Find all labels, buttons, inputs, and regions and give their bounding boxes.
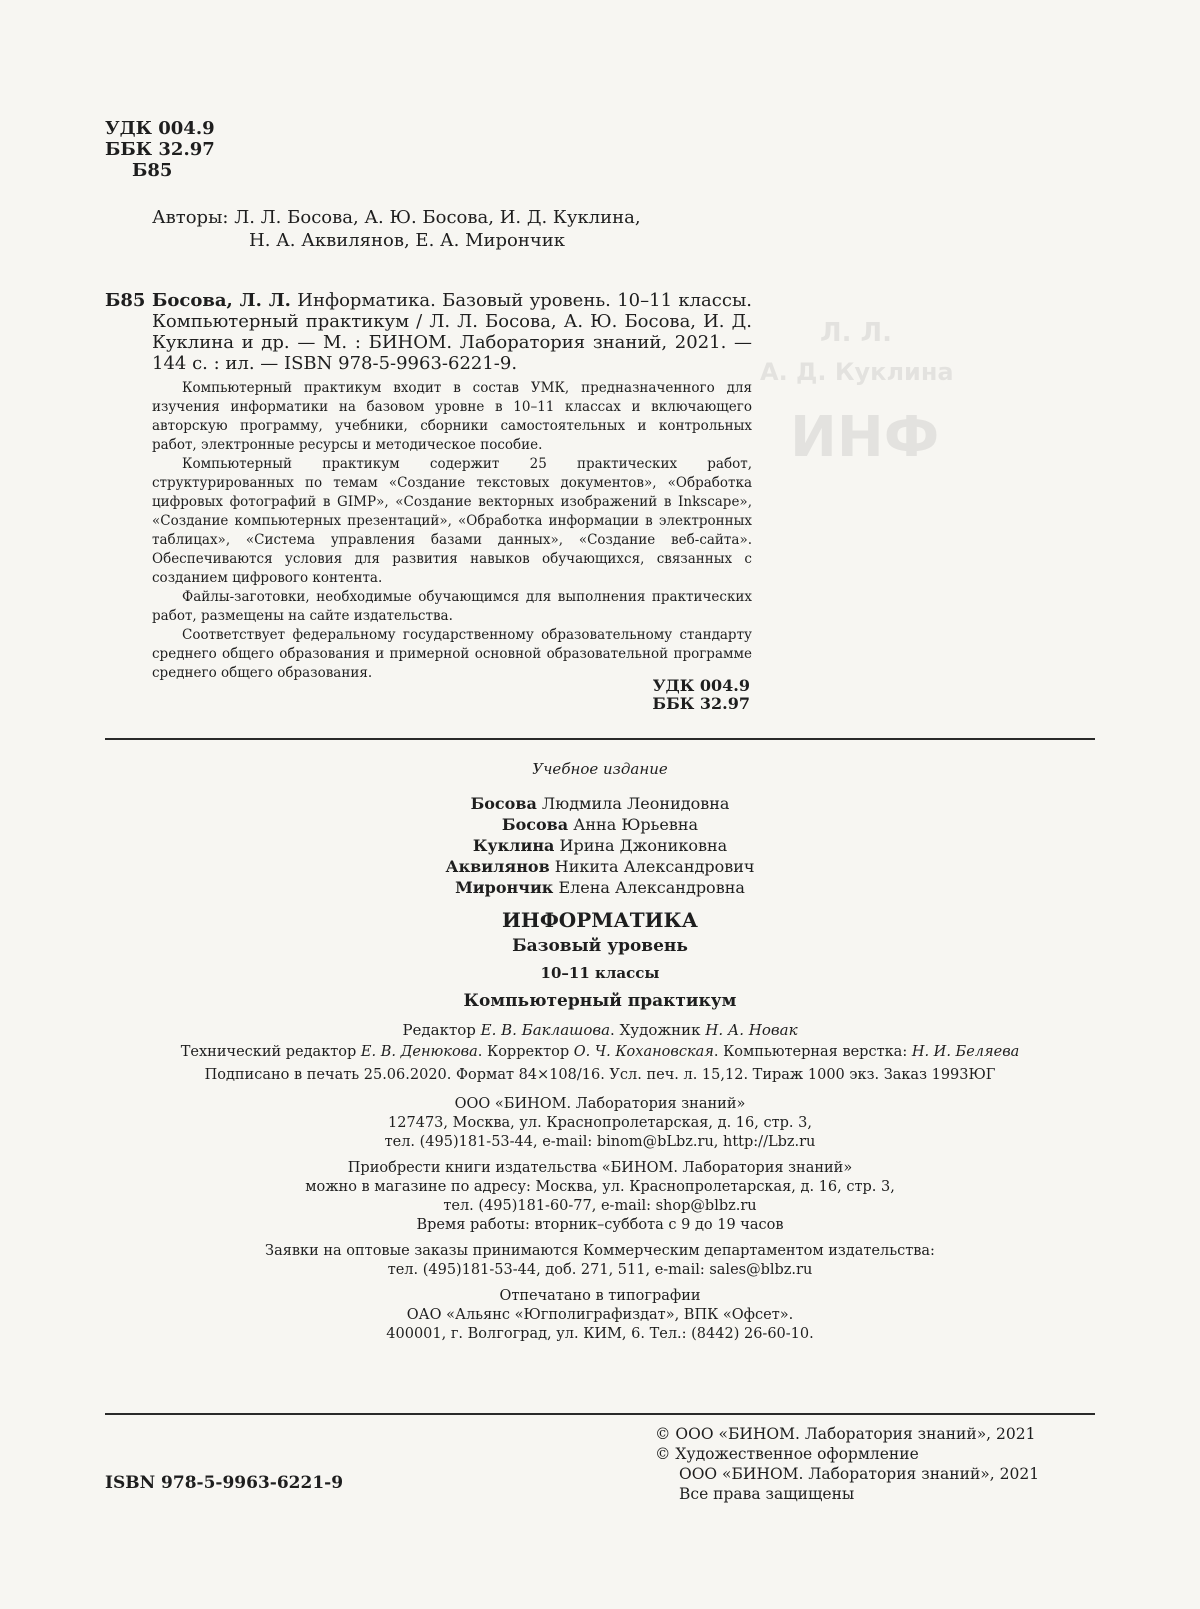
shop-line-1: Приобрести книги издательства «БИНОМ. Лаборатория знаний» — [347, 1160, 853, 1176]
editor-name: Е. В. Баклашова — [480, 1021, 611, 1039]
printer-block — [0, 1287, 1200, 1344]
book-subtitle: Компьютерный практикум — [463, 991, 737, 1011]
wholesale-line-2: тел. (495)181-53-44, доб. 271, 511, e-mail: sales@blbz.ru — [387, 1262, 813, 1278]
tech-editor-line: Технический редактор Е. В. Денюкова. Корректор О. Ч. Кохановская. Компьютерная верстка: Н. И. Беляева — [180, 1044, 1020, 1060]
shop-block — [0, 1159, 1200, 1235]
annotation-paragraph-1: Компьютерный практикум входит в состав УМК, предназначенного для изучения информатики на базовом уровне в 10–11 классах и включающего авторскую программу, учебники, сборники самостоятельных и контрольных работ, электронные ресурсы и методическое пособие. — [152, 380, 752, 453]
publisher-address: 127473, Москва, ул. Краснопролетарская, д. 16, стр. 3, — [388, 1115, 812, 1131]
annotation — [152, 379, 752, 683]
annotation-paragraph-4: Соответствует федеральному государственному образовательному стандарту среднего общего образования и примерной основной образовательной программе среднего общего образования. — [152, 627, 752, 681]
person-2: Босова Анна Юрьевна — [501, 815, 699, 834]
bleed-through-text: А. Д. Куклина — [760, 358, 954, 386]
person-4: Аквилянов Никита Александрович — [445, 857, 755, 876]
publisher-name: ООО «БИНОМ. Лаборатория знаний» — [454, 1096, 746, 1112]
wholesale-block — [0, 1242, 1200, 1280]
shop-line-2: можно в магазине по адресу: Москва, ул. Краснопролетарская, д. 16, стр. 3, — [305, 1179, 895, 1195]
authors-block — [152, 206, 641, 252]
book-title: ИНФОРМАТИКА — [502, 908, 698, 932]
printer-line-3: 400001, г. Волгоград, ул. КИМ, 6. Тел.: (8442) 26-60-10. — [386, 1326, 814, 1342]
book-grades: 10–11 классы — [540, 964, 660, 982]
print-details: Подписано в печать 25.06.2020. Формат 84×108/16. Усл. печ. л. 15,12. Тираж 1000 экз. Заказ 1993ЮГ — [204, 1067, 996, 1083]
person-1: Босова Людмила Леонидовна — [470, 794, 730, 813]
biblio-code: Б85 — [105, 290, 146, 311]
bleed-through-text: Л. Л. — [820, 318, 892, 348]
divider-bottom — [105, 1413, 1095, 1415]
printer-line-2: ОАО «Альянс «Югполиграфиздат», ВПК «Офсет». — [406, 1307, 794, 1323]
author-mark: Б85 — [132, 160, 173, 181]
publisher-contacts: тел. (495)181-53-44, e-mail: binom@bLbz.ru, http://Lbz.ru — [384, 1134, 816, 1150]
layout-name: Н. И. Беляева — [911, 1044, 1020, 1060]
person-5: Мирончик Елена Александровна — [455, 878, 745, 897]
biblio-author: Босова, Л. Л. — [152, 290, 291, 311]
edition-type: Учебное издание — [532, 760, 668, 778]
bottom-classification — [600, 677, 750, 713]
copyright-line-3: ООО «БИНОМ. Лаборатория знаний», 2021 — [679, 1465, 1040, 1483]
copyright-line-2: © Художественное оформление — [655, 1445, 919, 1463]
editor-line: Редактор Е. В. Баклашова. Художник Н. А. Новак — [402, 1021, 798, 1039]
artist-name: Н. А. Новак — [705, 1021, 798, 1039]
book-level: Базовый уровень — [512, 936, 688, 956]
copyright-line-4: Все права защищены — [679, 1485, 855, 1503]
udk-code-right: УДК 004.9 — [652, 676, 750, 695]
wholesale-line-1: Заявки на оптовые заказы принимаются Коммерческим департаментом издательства: — [265, 1243, 935, 1259]
shop-line-4: Время работы: вторник–суббота с 9 до 19 часов — [416, 1217, 784, 1233]
divider-top — [105, 738, 1095, 740]
corrector-name: О. Ч. Кохановская — [573, 1044, 714, 1060]
tech-editor-name: Е. В. Денюкова — [360, 1044, 478, 1060]
copyright-block — [655, 1424, 1039, 1504]
person-3: Куклина Ирина Джониковна — [472, 836, 728, 855]
people-list — [0, 793, 1200, 898]
printer-line-1: Отпечатано в типографии — [499, 1288, 701, 1304]
authors-line-2: Н. А. Аквилянов, Е. А. Мирончик — [249, 230, 566, 251]
copyright-line-1: © ООО «БИНОМ. Лаборатория знаний», 2021 — [655, 1425, 1036, 1443]
top-classification — [105, 118, 215, 181]
shop-line-3: тел. (495)181-60-77, e-mail: shop@blbz.ru — [443, 1198, 757, 1214]
bleed-through-text: ИНФ — [790, 405, 940, 470]
bbk-code: ББК 32.97 — [105, 139, 215, 160]
biblio-text: Информатика. Базовый уровень. 10–11 классы. Компьютерный практикум / Л. Л. Босова, А. Ю. Босова, И. Д. Куклина и др. — М. : БИНОМ. Лаборатория знаний, 2021. — 144 с. : ил. — ISBN 978-5-9963-6221-9. — [152, 290, 752, 374]
annotation-paragraph-2: Компьютерный практикум содержит 25 практических работ, структурированных по темам «Создание текстовых документов», «Обработка цифровых фотографий в GIMP», «Создание векторных изображений в Inkscape», «Создание компьютерных презентаций», «Обработка информации в электронных таблицах», «Система управления базами данных», «Создание веб-сайта». Обеспечиваются условия для развития навыков обучающихся, связанных с созданием цифрового контента. — [152, 456, 752, 586]
publisher-block — [0, 1095, 1200, 1152]
udk-code: УДК 004.9 — [105, 118, 215, 139]
isbn-bottom: ISBN 978-5-9963-6221-9 — [105, 1473, 344, 1493]
bibliographic-record — [152, 290, 752, 374]
annotation-paragraph-3: Файлы-заготовки, необходимые обучающимся для выполнения практических работ, размещены на сайте издательства. — [152, 589, 752, 624]
bbk-code-right: ББК 32.97 — [652, 694, 750, 713]
authors-line-1: Авторы: Л. Л. Босова, А. Ю. Босова, И. Д. Куклина, — [152, 207, 641, 228]
